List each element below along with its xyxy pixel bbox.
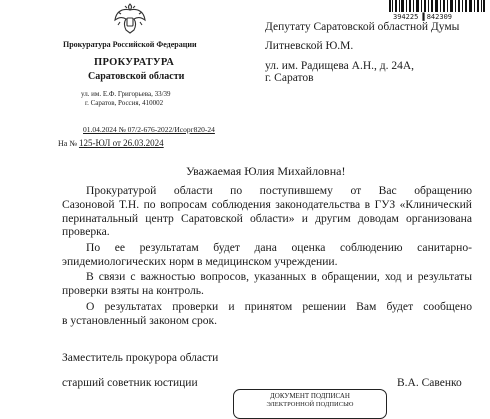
electronic-signature-stamp [233, 389, 387, 419]
outgoing-reference-text: 01.04.2024 № 07/2-676-2022/Исорг820-24 [83, 125, 215, 134]
recipient-line1: Депутату Саратовской областной Думы [265, 21, 460, 33]
signer-name: В.А. Савенко [397, 377, 462, 389]
stamp-line2: ЭЛЕКТРОННОЙ ПОДПИСЬЮ [266, 401, 354, 408]
recipient-line3: ул. им. Радищева А.Н., д. 24А, [265, 60, 415, 72]
paragraph-2-line: эпидемиологических норм в медицинском учреждении. [62, 254, 338, 268]
incoming-reference [58, 138, 164, 148]
paragraph-1-line: Сазоновой Т.Н. по вопросам соблюдения законодательства в ГУЗ «Клинический [62, 197, 472, 211]
paragraph-4-line: О результатах проверки и принятом решении Вам будет сообщено [86, 300, 472, 313]
recipient-line2: Литневской Ю.М. [265, 40, 354, 52]
paragraph-2-line: По ее результатам будет дана оценка соблюдению санитарно- [86, 241, 472, 254]
paragraph-2 [62, 241, 472, 269]
org-region: Саратовской области [88, 71, 185, 82]
paragraph-1-line: Прокуратурой области по поступившему от Вас обращению [86, 184, 472, 197]
paragraph-4 [62, 300, 472, 328]
paragraph-1-line: проверка. [62, 225, 110, 239]
stamp-line1: ДОКУМЕНТ ПОДПИСАН [270, 392, 350, 400]
sender-address-line1: ул. им. Е.Ф. Григорьева, 33/39 [81, 90, 171, 98]
incoming-prefix: На № [58, 139, 77, 148]
barcode-icon [389, 0, 485, 12]
signer-position-line2: старший советник юстиции [62, 377, 198, 389]
paragraph-3 [62, 270, 472, 298]
org-line: Прокуратура Российской Федерации [63, 40, 197, 49]
signer-position-line1: Заместитель прокурора области [62, 352, 219, 364]
barcode-number: 394225 ▌842309 [393, 13, 453, 21]
paragraph-3-line: проверки взяты на контроль. [62, 283, 204, 297]
recipient-line4: г. Саратов [265, 72, 314, 84]
outgoing-reference [83, 125, 215, 134]
greeting: Уважаемая Юлия Михайловна! [186, 164, 346, 178]
coat-of-arms-icon [112, 0, 148, 36]
paragraph-4-line: в установленный законом срок. [62, 313, 218, 327]
sender-address-line2: г. Саратов, Россия, 410002 [85, 99, 164, 107]
org-title: ПРОКУРАТУРА [94, 57, 175, 68]
incoming-reference-text: 125-ЮЛ от 26.03.2024 [78, 138, 164, 148]
paragraph-1 [62, 184, 472, 239]
paragraph-3-line: В связи с важностью вопросов, указанных в обращении, ход и результаты [86, 270, 472, 283]
paragraph-1-line: перинатальный центр Саратовской области» и другим доводам организована [62, 211, 472, 225]
